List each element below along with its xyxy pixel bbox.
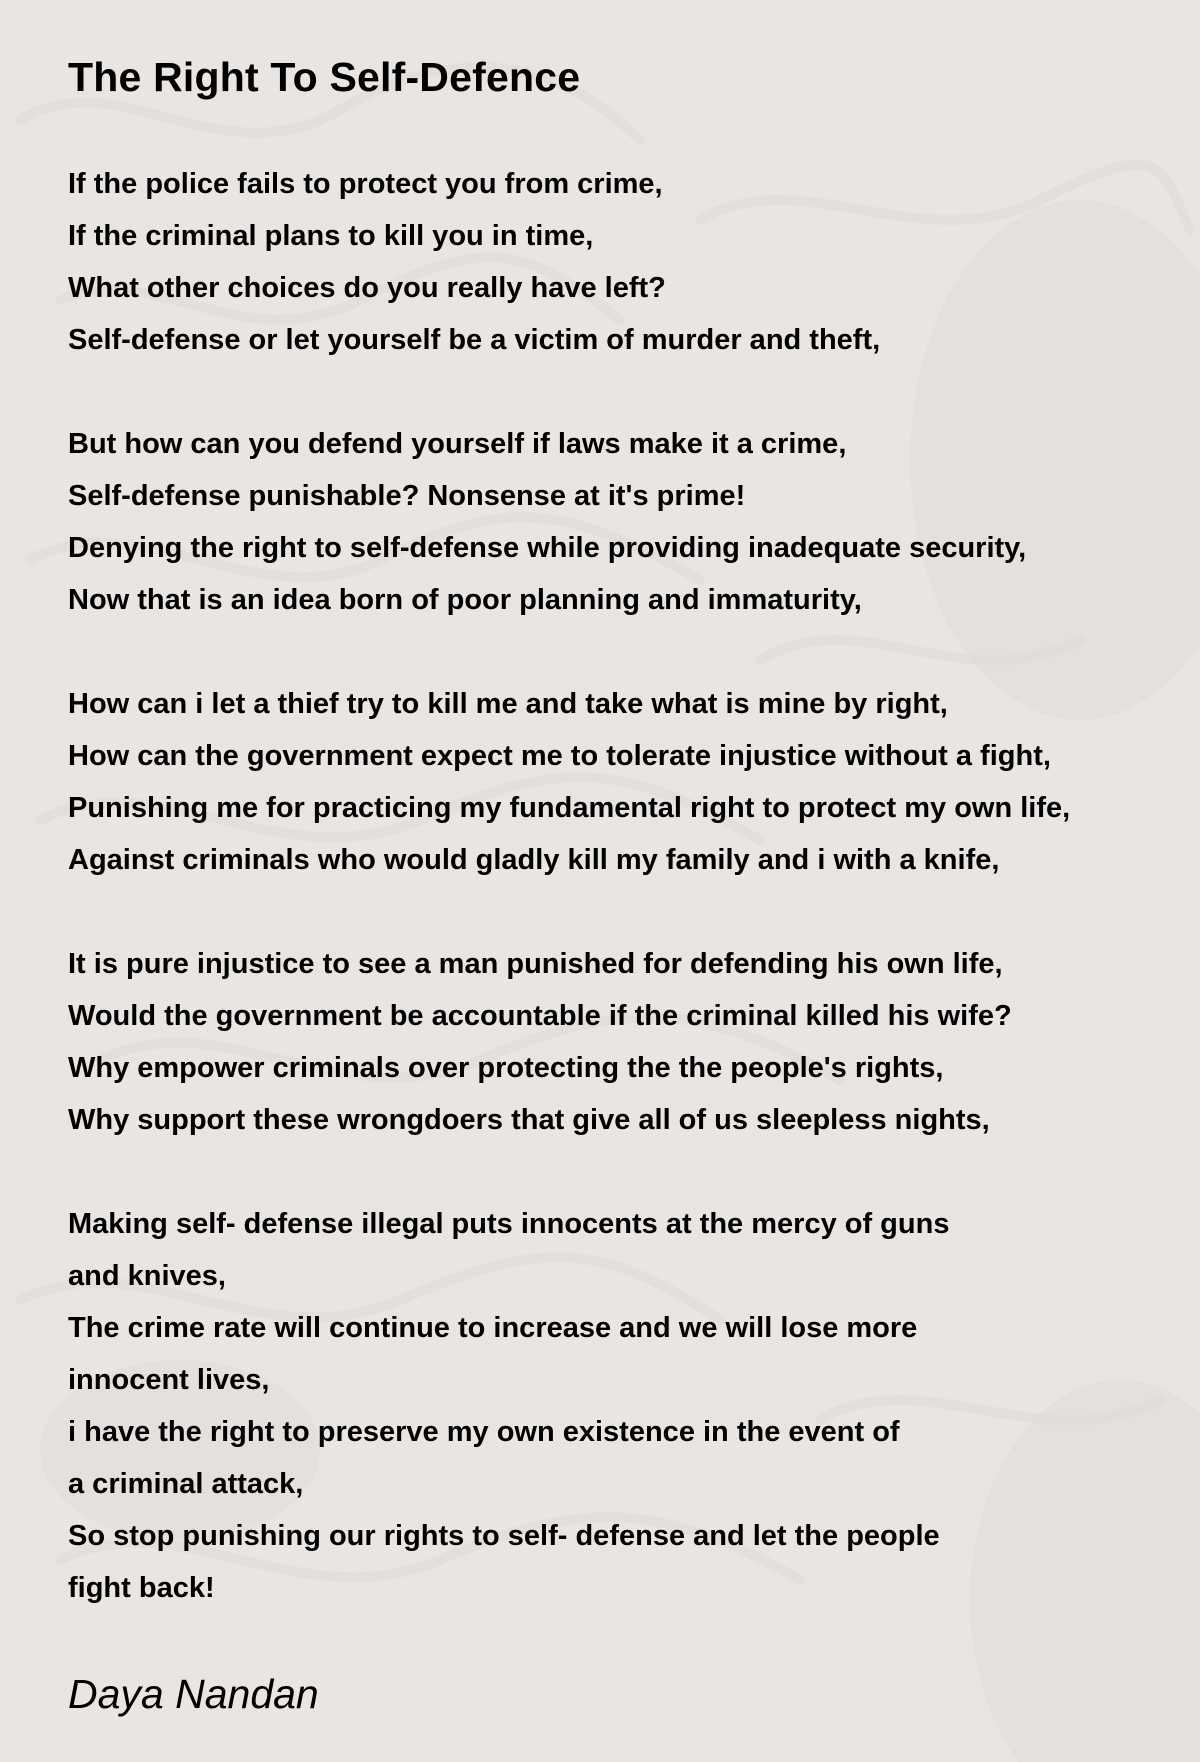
poem-line: How can i let a thief try to kill me and take what is mine by right, (68, 688, 948, 720)
poem-line: Self-defense punishable? Nonsense at it's prime! (68, 480, 746, 512)
poem-line: If the criminal plans to kill you in time, (68, 220, 594, 252)
poem-line: Why support these wrongdoers that give all of us sleepless nights, (68, 1104, 990, 1136)
poem-line: and knives, (68, 1260, 226, 1292)
poem-line: But how can you defend yourself if laws make it a crime, (68, 428, 847, 460)
poem-line: Now that is an idea born of poor planning and immaturity, (68, 584, 862, 616)
stanza-1 (68, 158, 1188, 366)
stanza-2 (68, 418, 1188, 626)
poem-line: i have the right to preserve my own existence in the event of (68, 1416, 900, 1448)
poem-line: Punishing me for practicing my fundamental right to protect my own life, (68, 792, 1071, 824)
poem-line: Would the government be accountable if the criminal killed his wife? (68, 1000, 1012, 1032)
poem-line: a criminal attack, (68, 1468, 304, 1500)
poem-line: So stop punishing our rights to self- defense and let the people (68, 1520, 940, 1552)
poem-body (68, 158, 1188, 1614)
poem-line: Why empower criminals over protecting the the people's rights, (68, 1052, 944, 1084)
poem-container (68, 46, 1188, 1722)
stanza-4 (68, 938, 1188, 1146)
poem-title: The Right To Self-Defence (68, 54, 581, 100)
poem-line: Against criminals who would gladly kill my family and i with a knife, (68, 844, 1000, 876)
poem-line: How can the government expect me to tolerate injustice without a fight, (68, 740, 1051, 772)
poem-line: Making self- defense illegal puts innocents at the mercy of guns (68, 1208, 950, 1240)
poem-line: What other choices do you really have left? (68, 272, 666, 304)
poem-line: It is pure injustice to see a man punished for defending his own life, (68, 948, 1003, 980)
stanza-3 (68, 678, 1188, 886)
poem-line: Self-defense or let yourself be a victim of murder and theft, (68, 324, 881, 356)
poem-line: Denying the right to self-defense while providing inadequate security, (68, 532, 1027, 564)
poem-author: Daya Nandan (68, 1671, 319, 1717)
stanza-5 (68, 1198, 1188, 1614)
poem-line: fight back! (68, 1572, 215, 1604)
poem-line: If the police fails to protect you from crime, (68, 168, 663, 200)
poem-line: The crime rate will continue to increase and we will lose more (68, 1312, 918, 1344)
poem-line: innocent lives, (68, 1364, 270, 1396)
